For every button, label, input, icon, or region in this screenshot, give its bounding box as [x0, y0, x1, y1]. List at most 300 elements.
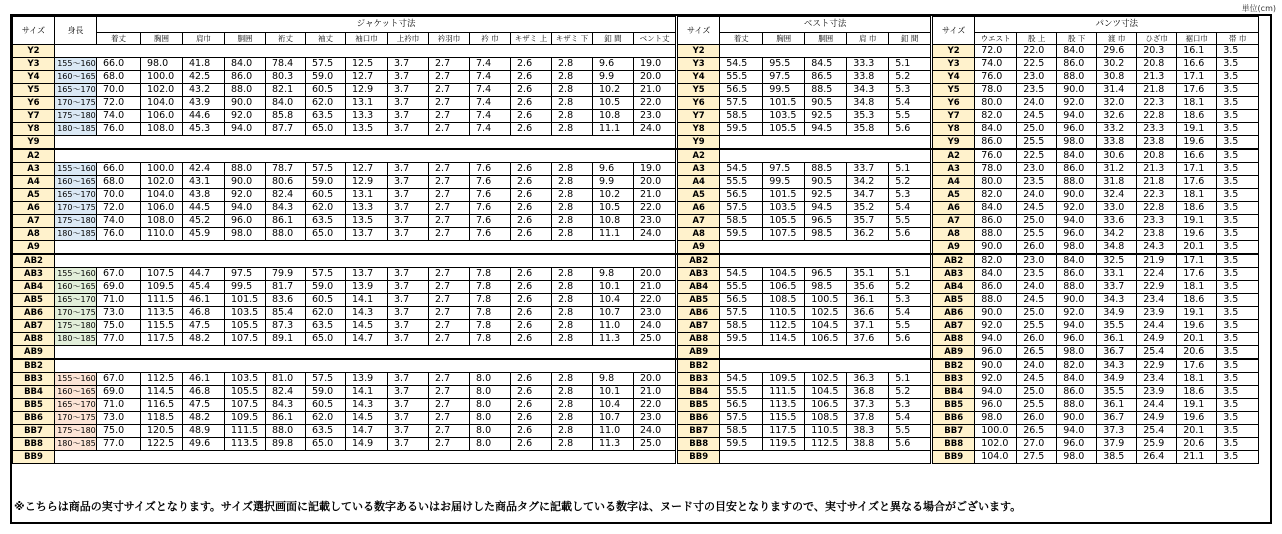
jacket-value: 109.5: [225, 412, 266, 425]
jacket-value: 73.0: [97, 307, 141, 320]
size-label: A6: [13, 202, 55, 215]
jacket-value: 77.0: [97, 333, 141, 346]
jacket-value: 10.8: [593, 110, 634, 123]
pants-value: 25.5: [1017, 399, 1057, 412]
jacket-value: 8.0: [470, 386, 511, 399]
table-row: [13, 254, 1259, 268]
size-label: BB5: [13, 399, 55, 412]
pants-value: 34.3: [1097, 294, 1137, 307]
jacket-value: 7.6: [470, 202, 511, 215]
jacket-value: 2.7: [429, 189, 470, 202]
vest-value: 112.5: [805, 438, 847, 451]
jacket-value: 87.7: [266, 123, 306, 136]
pants-value: 19.6: [1177, 412, 1217, 425]
pants-value: 37.9: [1097, 438, 1137, 451]
jacket-value: 42.4: [183, 163, 225, 176]
pants-value: 78.0: [975, 163, 1017, 176]
jacket-value: 21.0: [634, 281, 676, 294]
size-label: AB7: [13, 320, 55, 333]
jacket-value: 11.1: [593, 228, 634, 241]
table-row: [13, 412, 1259, 425]
table-row: [13, 71, 1259, 84]
table-row: [13, 451, 1259, 464]
pants-value: 21.1: [1177, 451, 1217, 464]
jacket-value: 46.8: [183, 386, 225, 399]
size-label: A2: [933, 149, 975, 163]
pants-value: 18.1: [1177, 189, 1217, 202]
size-label: BB2: [933, 359, 975, 373]
jacket-value: 101.5: [225, 294, 266, 307]
jacket-value: 10.5: [593, 97, 634, 110]
jacket-value: 44.6: [183, 110, 225, 123]
vest-value: 104.5: [805, 386, 847, 399]
jacket-value: 2.7: [429, 176, 470, 189]
table-row: [13, 189, 1259, 202]
size-label: A2: [13, 149, 55, 163]
jacket-value: 20.0: [634, 373, 676, 386]
jacket-value: 66.0: [97, 58, 141, 71]
empty-measurements: [720, 136, 931, 150]
jacket-value: 7.4: [470, 71, 511, 84]
pants-value: 3.5: [1217, 228, 1259, 241]
vest-value: 88.5: [805, 163, 847, 176]
jacket-value: 88.0: [225, 84, 266, 97]
jacket-value: 62.0: [306, 307, 346, 320]
jacket-value: 89.1: [266, 333, 306, 346]
jacket-value: 7.6: [470, 163, 511, 176]
vest-col-header: 釦 間: [889, 33, 931, 45]
vest-value: 5.3: [889, 189, 931, 202]
pants-value: 104.0: [975, 451, 1017, 464]
pants-value: 21.9: [1137, 254, 1177, 268]
jacket-value: 96.0: [225, 215, 266, 228]
height-range: 155〜160: [55, 58, 97, 71]
jacket-value: 88.0: [225, 163, 266, 176]
pants-value: 3.5: [1217, 71, 1259, 84]
pants-value: 82.0: [975, 254, 1017, 268]
pants-value: 84.0: [975, 202, 1017, 215]
pants-value: 36.7: [1097, 412, 1137, 425]
jacket-value: 9.9: [593, 176, 634, 189]
pants-value: 25.0: [1017, 123, 1057, 136]
pants-value: 78.0: [975, 84, 1017, 97]
jacket-value: 24.0: [634, 123, 676, 136]
jacket-value: 45.2: [183, 215, 225, 228]
vest-value: 5.1: [889, 163, 931, 176]
size-label: BB6: [933, 412, 975, 425]
jacket-value: 24.0: [634, 228, 676, 241]
pants-value: 3.5: [1217, 97, 1259, 110]
jacket-value: 11.1: [593, 123, 634, 136]
vest-value: 117.5: [763, 425, 805, 438]
jacket-value: 60.5: [306, 294, 346, 307]
jacket-value: 2.8: [552, 110, 593, 123]
empty-measurements: [720, 45, 931, 58]
pants-value: 19.1: [1177, 399, 1217, 412]
height-range: 175〜180: [55, 110, 97, 123]
height-range: 155〜160: [55, 373, 97, 386]
jacket-value: 14.1: [346, 386, 388, 399]
pants-value: 92.0: [975, 320, 1017, 333]
pants-value: 3.5: [1217, 412, 1259, 425]
table-row: [13, 425, 1259, 438]
size-label: BB7: [13, 425, 55, 438]
pants-value: 23.3: [1137, 215, 1177, 228]
jacket-value: 22.0: [634, 97, 676, 110]
jacket-value: 92.0: [225, 189, 266, 202]
jacket-value: 2.8: [552, 215, 593, 228]
pants-value: 23.5: [1017, 268, 1057, 281]
jacket-value: 74.0: [97, 110, 141, 123]
jacket-value: 71.0: [97, 399, 141, 412]
vest-col-header: 胸囲: [763, 33, 805, 45]
pants-value: 3.5: [1217, 333, 1259, 346]
jacket-value: 116.5: [141, 399, 183, 412]
pants-value: 17.1: [1177, 163, 1217, 176]
jacket-value: 84.3: [266, 202, 306, 215]
jacket-value: 60.5: [306, 399, 346, 412]
pants-value: 22.8: [1137, 202, 1177, 215]
size-label: Y6: [13, 97, 55, 110]
jacket-value: 2.7: [429, 307, 470, 320]
vest-value: 109.5: [763, 373, 805, 386]
jacket-col-header: ベント丈: [634, 33, 676, 45]
jacket-value: 7.8: [470, 294, 511, 307]
jacket-value: 3.7: [388, 215, 429, 228]
vest-value: 101.5: [763, 189, 805, 202]
pants-value: 90.0: [1057, 412, 1097, 425]
size-label: BB8: [933, 438, 975, 451]
jacket-value: 87.3: [266, 320, 306, 333]
jacket-value: 8.0: [470, 399, 511, 412]
size-label: Y9: [13, 136, 55, 150]
jacket-value: 2.7: [429, 228, 470, 241]
size-label: BB6: [678, 412, 720, 425]
pants-value: 35.5: [1097, 386, 1137, 399]
unit-label: 単位(cm): [1241, 4, 1276, 13]
pants-value: 98.0: [975, 412, 1017, 425]
vest-value: 54.5: [720, 268, 763, 281]
pants-value: 20.1: [1177, 241, 1217, 255]
vest-value: 36.1: [847, 294, 889, 307]
jacket-value: 13.7: [346, 228, 388, 241]
jacket-value: 44.5: [183, 202, 225, 215]
jacket-value: 9.9: [593, 71, 634, 84]
jacket-value: 2.7: [429, 71, 470, 84]
size-label: AB7: [933, 320, 975, 333]
pants-value: 33.6: [1097, 215, 1137, 228]
pants-value: 29.6: [1097, 45, 1137, 58]
pants-value: 24.3: [1137, 241, 1177, 255]
empty-measurements: [55, 136, 676, 150]
vest-value: 36.3: [847, 373, 889, 386]
pants-value: 88.0: [975, 294, 1017, 307]
pants-value: 24.9: [1137, 412, 1177, 425]
pants-value: 26.4: [1137, 451, 1177, 464]
pants-value: 102.0: [975, 438, 1017, 451]
pants-value: 19.6: [1177, 228, 1217, 241]
jacket-value: 2.6: [511, 307, 552, 320]
pants-value: 23.4: [1137, 294, 1177, 307]
pants-value: 88.0: [1057, 176, 1097, 189]
jacket-value: 2.7: [429, 202, 470, 215]
pants-value: 19.1: [1177, 215, 1217, 228]
jacket-value: 81.0: [266, 373, 306, 386]
height-range: 180〜185: [55, 123, 97, 136]
jacket-value: 2.8: [552, 386, 593, 399]
pants-value: 31.4: [1097, 84, 1137, 97]
jacket-value: 2.8: [552, 333, 593, 346]
vest-value: 37.3: [847, 399, 889, 412]
vest-value: 103.5: [763, 202, 805, 215]
vest-value: 55.5: [720, 176, 763, 189]
vest-value: 37.6: [847, 333, 889, 346]
table-row: [13, 333, 1259, 346]
jacket-value: 2.6: [511, 386, 552, 399]
vest-value: 106.5: [805, 399, 847, 412]
jacket-value: 2.6: [511, 163, 552, 176]
jacket-value: 2.6: [511, 110, 552, 123]
jacket-value: 120.5: [141, 425, 183, 438]
jacket-value: 10.1: [593, 386, 634, 399]
jacket-value: 22.0: [634, 399, 676, 412]
vest-value: 88.5: [805, 84, 847, 97]
pants-value: 25.4: [1137, 346, 1177, 360]
jacket-value: 2.6: [511, 123, 552, 136]
jacket-value: 10.2: [593, 84, 634, 97]
height-range: 170〜175: [55, 307, 97, 320]
pants-value: 23.9: [1137, 386, 1177, 399]
pants-value: 22.3: [1137, 97, 1177, 110]
jacket-value: 104.0: [141, 189, 183, 202]
pants-value: 92.0: [1057, 307, 1097, 320]
jacket-value: 46.1: [183, 294, 225, 307]
jacket-value: 19.0: [634, 163, 676, 176]
jacket-value: 3.7: [388, 412, 429, 425]
pants-value: 26.5: [1017, 346, 1057, 360]
vest-value: 108.5: [805, 412, 847, 425]
pants-value: 3.5: [1217, 215, 1259, 228]
jacket-value: 47.5: [183, 320, 225, 333]
jacket-value: 70.0: [97, 189, 141, 202]
size-label: A7: [678, 215, 720, 228]
pants-value: 3.5: [1217, 294, 1259, 307]
jacket-value: 115.5: [141, 320, 183, 333]
jacket-value: 59.0: [306, 71, 346, 84]
pants-value: 24.5: [1017, 294, 1057, 307]
vest-value: 103.5: [763, 110, 805, 123]
pants-value: 84.0: [975, 268, 1017, 281]
jacket-value: 22.0: [634, 202, 676, 215]
jacket-value: 114.5: [141, 386, 183, 399]
size-label: BB9: [678, 451, 720, 464]
table-row: [13, 45, 1259, 58]
jacket-value: 2.6: [511, 189, 552, 202]
jacket-value: 45.4: [183, 281, 225, 294]
jacket-value: 80.6: [266, 176, 306, 189]
empty-measurements: [720, 451, 931, 464]
size-label: AB4: [933, 281, 975, 294]
vest-value: 5.1: [889, 268, 931, 281]
vest-value: 5.3: [889, 84, 931, 97]
pants-value: 33.7: [1097, 281, 1137, 294]
jacket-value: 65.0: [306, 228, 346, 241]
pants-value: 31.8: [1097, 176, 1137, 189]
jacket-value: 10.7: [593, 412, 634, 425]
pants-value: 86.0: [975, 136, 1017, 150]
vest-value: 55.5: [720, 71, 763, 84]
pants-value: 90.0: [975, 307, 1017, 320]
pants-value: 94.0: [975, 386, 1017, 399]
vest-value: 115.5: [763, 412, 805, 425]
size-label: A8: [678, 228, 720, 241]
pants-value: 3.5: [1217, 386, 1259, 399]
pants-value: 26.0: [1017, 333, 1057, 346]
size-label: AB5: [933, 294, 975, 307]
jacket-value: 7.4: [470, 84, 511, 97]
jacket-value: 111.5: [141, 294, 183, 307]
pants-value: 98.0: [1057, 241, 1097, 255]
jacket-value: 89.8: [266, 438, 306, 451]
pants-value: 34.2: [1097, 228, 1137, 241]
pants-value: 90.0: [1057, 189, 1097, 202]
pants-value: 24.0: [1017, 359, 1057, 373]
jacket-value: 62.0: [306, 202, 346, 215]
jacket-value: 72.0: [97, 97, 141, 110]
table-row: [13, 136, 1259, 150]
jacket-value: 63.5: [306, 425, 346, 438]
jacket-value: 8.0: [470, 425, 511, 438]
empty-measurements: [55, 346, 676, 360]
vest-col-header: 胴囲: [805, 33, 847, 45]
pants-value: 90.0: [1057, 294, 1097, 307]
pants-value: 76.0: [975, 71, 1017, 84]
vest-value: 5.1: [889, 58, 931, 71]
jacket-value: 7.4: [470, 110, 511, 123]
height-range: 160〜165: [55, 386, 97, 399]
jacket-value: 69.0: [97, 386, 141, 399]
pants-value: 26.0: [1017, 412, 1057, 425]
pants-value: 88.0: [1057, 399, 1097, 412]
size-label: BB8: [678, 438, 720, 451]
jacket-value: 10.2: [593, 189, 634, 202]
vest-value: 38.8: [847, 438, 889, 451]
pants-value: 90.0: [1057, 84, 1097, 97]
size-label: Y4: [13, 71, 55, 84]
jacket-value: 118.5: [141, 412, 183, 425]
jacket-value: 2.8: [552, 320, 593, 333]
size-label: Y8: [678, 123, 720, 136]
pants-value: 3.5: [1217, 281, 1259, 294]
jacket-value: 9.8: [593, 268, 634, 281]
size-label: Y8: [933, 123, 975, 136]
jacket-value: 7.4: [470, 97, 511, 110]
vest-value: 58.5: [720, 110, 763, 123]
size-label: AB6: [933, 307, 975, 320]
table-row: [13, 163, 1259, 176]
vest-value: 5.2: [889, 386, 931, 399]
size-label: A7: [933, 215, 975, 228]
pants-value: 3.5: [1217, 399, 1259, 412]
jacket-value: 86.1: [266, 412, 306, 425]
vest-value: 104.5: [805, 320, 847, 333]
jacket-value: 10.8: [593, 215, 634, 228]
jacket-value: 10.5: [593, 202, 634, 215]
size-label: AB5: [13, 294, 55, 307]
pants-value: 20.1: [1177, 425, 1217, 438]
vest-value: 5.3: [889, 294, 931, 307]
pants-value: 25.9: [1137, 438, 1177, 451]
size-label: BB8: [13, 438, 55, 451]
jacket-value: 11.0: [593, 320, 634, 333]
size-label: A9: [678, 241, 720, 255]
jacket-value: 106.0: [141, 202, 183, 215]
vest-value: 5.4: [889, 307, 931, 320]
vest-value: 98.5: [805, 228, 847, 241]
empty-measurements: [55, 359, 676, 373]
table-row: [13, 294, 1259, 307]
pants-value: 82.0: [975, 189, 1017, 202]
jacket-value: 70.0: [97, 84, 141, 97]
jacket-value: 43.1: [183, 176, 225, 189]
jacket-value: 2.7: [429, 294, 470, 307]
jacket-value: 42.5: [183, 71, 225, 84]
size-label: Y8: [13, 123, 55, 136]
size-label: A4: [933, 176, 975, 189]
jacket-value: 2.6: [511, 97, 552, 110]
jacket-value: 107.5: [141, 268, 183, 281]
jacket-value: 113.5: [141, 307, 183, 320]
size-label: Y3: [13, 58, 55, 71]
pants-value: 18.6: [1177, 294, 1217, 307]
pants-value: 22.0: [1017, 45, 1057, 58]
height-range: 155〜160: [55, 163, 97, 176]
pants-value: 25.0: [1017, 307, 1057, 320]
pants-value: 86.0: [1057, 163, 1097, 176]
size-label: A8: [933, 228, 975, 241]
size-label: A6: [678, 202, 720, 215]
size-label: Y9: [933, 136, 975, 150]
vest-value: 5.5: [889, 110, 931, 123]
vest-value: 35.3: [847, 110, 889, 123]
jacket-value: 3.7: [388, 163, 429, 176]
vest-value: 110.5: [763, 307, 805, 320]
pants-value: 92.0: [1057, 97, 1097, 110]
pants-value: 23.3: [1137, 123, 1177, 136]
pants-value: 76.0: [975, 149, 1017, 163]
size-label: AB3: [13, 268, 55, 281]
pants-value: 3.5: [1217, 346, 1259, 360]
pants-value: 80.0: [975, 176, 1017, 189]
pants-value: 23.8: [1137, 136, 1177, 150]
pants-value: 18.6: [1177, 202, 1217, 215]
jacket-value: 85.8: [266, 110, 306, 123]
size-label: AB8: [678, 333, 720, 346]
jacket-value: 2.6: [511, 373, 552, 386]
jacket-value: 7.6: [470, 228, 511, 241]
jacket-value: 44.7: [183, 268, 225, 281]
pants-value: 94.0: [1057, 215, 1097, 228]
vest-value: 38.3: [847, 425, 889, 438]
pants-value: 17.6: [1177, 359, 1217, 373]
jacket-value: 98.0: [141, 58, 183, 71]
jacket-value: 59.0: [306, 386, 346, 399]
pants-value: 18.1: [1177, 97, 1217, 110]
pants-value: 24.0: [1017, 189, 1057, 202]
jacket-col-header: キザミ 下: [552, 33, 593, 45]
pants-value: 94.0: [1057, 320, 1097, 333]
jacket-value: 21.0: [634, 84, 676, 97]
